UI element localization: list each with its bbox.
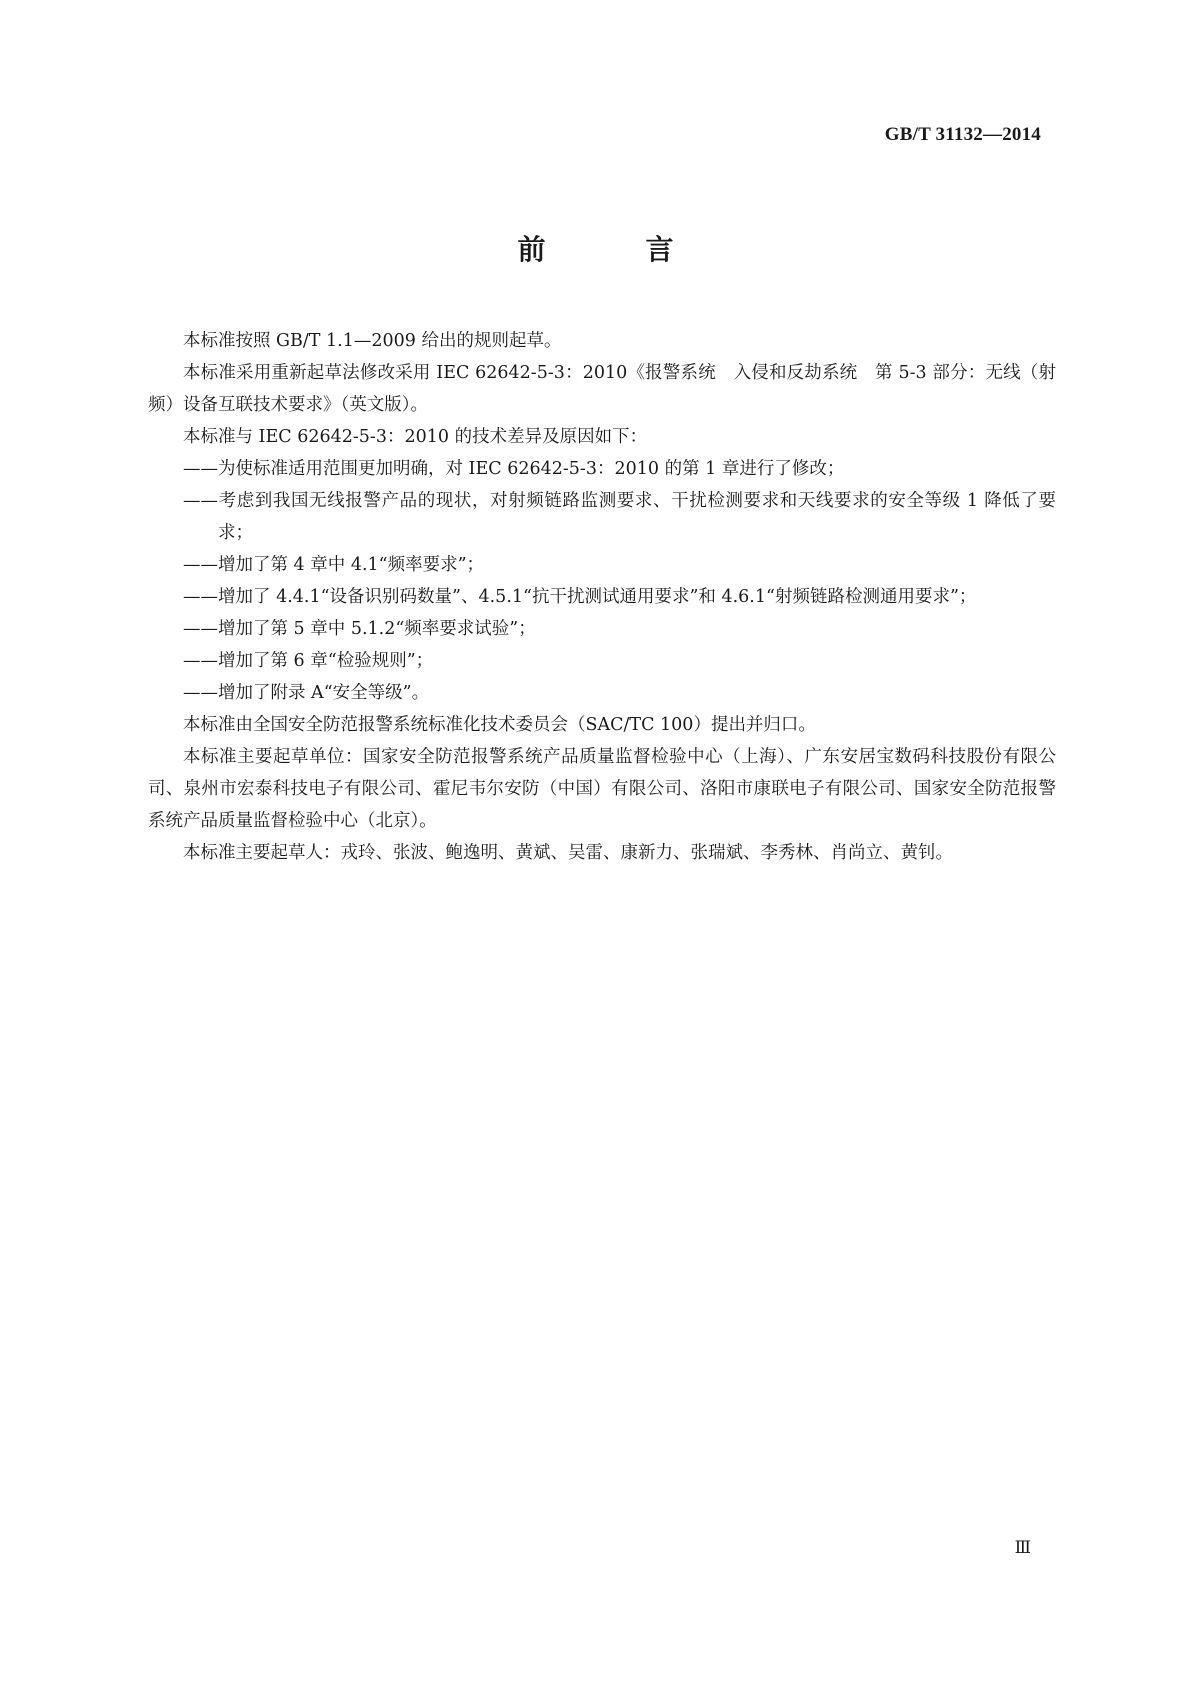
paragraph-drafting-rules: 本标准按照 GB/T 1.1—2009 给出的规则起草。 <box>183 331 562 351</box>
paragraph-drafting-organizations: 本标准主要起草单位：国家安全防范报警系统产品质量监督检验中心（上海）、广东安居宝数码科技股份有限公司、泉州市宏泰科技电子有限公司、霍尼韦尔安防（中国）有限公司、洛阳市康联电子有限公司、国家安全防范报警系统产品质量监督检验中心（北京）。 <box>148 747 1056 831</box>
difference-item: ——增加了第 5 章中 5.1.2“频率要求试验”； <box>183 619 536 639</box>
paragraph-committee: 本标准由全国安全防范报警系统标准化技术委员会（SAC/TC 100）提出并归口。 <box>183 715 816 735</box>
foreword-body <box>148 325 1056 869</box>
difference-item: ——增加了附录 A“安全等级”。 <box>183 683 430 703</box>
paragraph-differences-intro: 本标准与 IEC 62642-5-3：2010 的技术差异及原因如下： <box>183 427 648 447</box>
paragraph-drafters: 本标准主要起草人：戎玲、张波、鲍逸明、黄斌、吴雷、康新力、张瑞斌、李秀林、肖尚立、黄钊。 <box>183 843 953 863</box>
standard-code: GB/T 31132—2014 <box>884 124 1041 145</box>
page-title: 前 言 <box>517 233 710 266</box>
page-number: Ⅲ <box>1014 1538 1031 1557</box>
difference-item: ——增加了 4.4.1“设备识别码数量”、4.5.1“抗干扰测试通用要求”和 4.6.1“射频链路检测通用要求”； <box>183 587 977 607</box>
difference-item: ——考虑到我国无线报警产品的现状，对射频链路监测要求、干扰检测要求和天线要求的安全等级 1 降低了要求； <box>183 491 1056 543</box>
difference-item: ——增加了第 4 章中 4.1“频率要求”； <box>183 555 485 575</box>
difference-item: ——增加了第 6 章“检验规则”； <box>183 651 434 671</box>
difference-item: ——为使标准适用范围更加明确，对 IEC 62642-5-3：2010 的第 1 章进行了修改； <box>183 459 845 479</box>
paragraph-adoption: 本标准采用重新起草法修改采用 IEC 62642-5-3：2010《报警系统 入侵和反劫系统 第 5-3 部分：无线（射频）设备互联技术要求》（英文版）。 <box>148 363 1056 415</box>
